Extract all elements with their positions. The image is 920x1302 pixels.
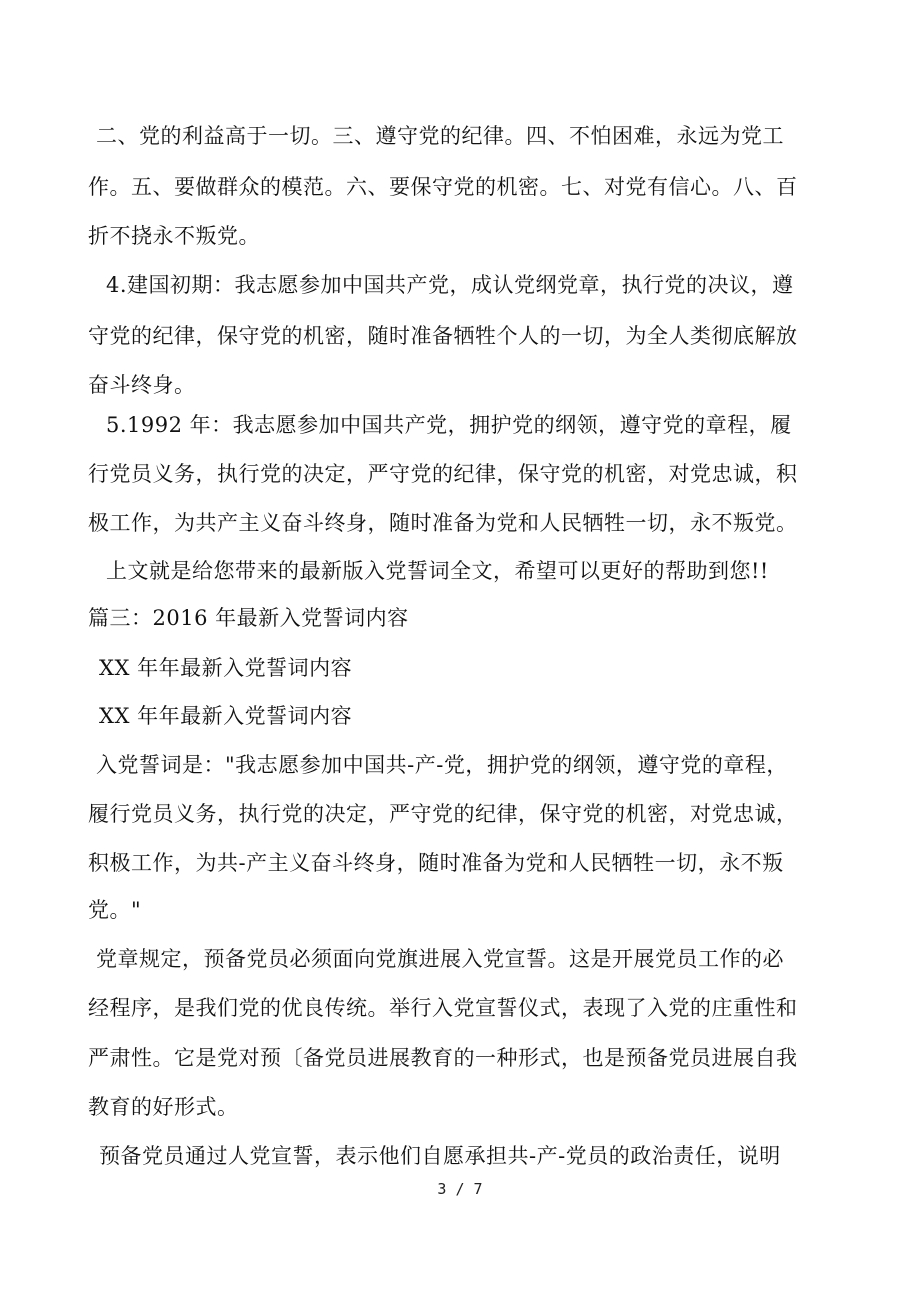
text-line: 履行党员义务，执行党的决定，严守党的纪律，保守党的机密，对党忠诚， [88, 802, 798, 826]
text-line: 4.建国初期：我志愿参加中国共产党，成认党纲党章，执行党的决议，遵 [106, 273, 794, 297]
text-line: 经程序，是我们党的优良传统。举行入党宣誓仪式，表现了入党的庄重性和 [88, 996, 798, 1020]
section-heading: 篇三：2016 年最新入党誓词内容 [88, 606, 409, 630]
text-line: 上文就是给您带来的最新版入党誓词全文，希望可以更好的帮助到您!! [106, 559, 769, 583]
text-line: 作。五、要做群众的模范。六、要保守党的机密。七、对党有信心。八、百 [88, 175, 798, 199]
text-line: 教育的好形式。 [88, 1095, 239, 1119]
text-line: 奋斗终身。 [88, 373, 196, 397]
text-line: 党。" [88, 898, 142, 922]
text-line: 二、党的利益高于一切。三、遵守党的纪律。四、不怕困难，永远为党工 [96, 124, 784, 148]
text-line: XX 年年最新入党誓词内容 [99, 656, 353, 680]
page-number: 3 / 7 [437, 1180, 483, 1198]
text-line: XX 年年最新入党誓词内容 [99, 704, 353, 728]
text-line: 积极工作，为共-产主义奋斗终身，随时准备为党和人民牺牲一切，永不叛 [88, 851, 784, 875]
text-line: 严肃性。它是党对预〔备党员进展教育的一种形式，也是预备党员进展自我 [88, 1046, 798, 1070]
text-line: 极工作，为共产主义奋斗终身，随时准备为党和人民牺牲一切，永不叛党。 [88, 511, 798, 535]
text-line: 入党誓词是："我志愿参加中国共-产-党，拥护党的纲领，遵守党的章程， [96, 753, 788, 777]
text-line: 守党的纪律，保守党的机密，随时准备牺牲个人的一切，为全人类彻底解放 [88, 324, 798, 348]
text-line: 5.1992 年：我志愿参加中国共产党，拥护党的纲领，遵守党的章程，履 [106, 413, 792, 437]
text-line: 预备党员通过人党宣誓，表示他们自愿承担共-产-党员的政治责任，说明 [99, 1144, 781, 1168]
text-line: 党章规定，预备党员必须面向党旗进展入党宣誓。这是开展党员工作的必 [96, 947, 784, 971]
text-line: 折不挠永不叛党。 [88, 224, 260, 248]
text-line: 行党员义务，执行党的决定，严守党的纪律，保守党的机密，对党忠诚，积 [88, 462, 798, 486]
